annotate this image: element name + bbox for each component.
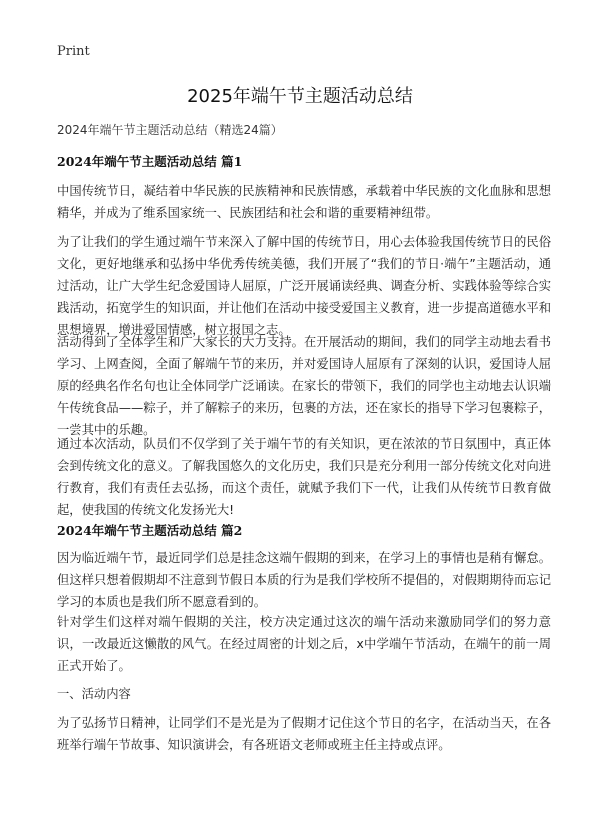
section-2-heading-block bbox=[57, 521, 551, 539]
section-2-paragraph-2 bbox=[57, 611, 551, 677]
section-1-heading: 2024年端午节主题活动总结 篇1 bbox=[57, 154, 243, 169]
paragraph-text: 为了让我们的学生通过端午节来深入了解中国的传统节日，用心去体验我国传统节日的民俗文化，更好地继承和弘扬中华优秀传统美德，我们开展了“我们的节日·端午”主题活动，通过活动，让广大学生纪念爱国诗人屈原，广泛开展诵读经典、调查分析、实践体验等综合实践活动，拓宽学生的知识面，并让他们在活动中接受爱国主义教育，进一步提高道德水平和思想境界，增进爱国情感，树立报国之志。 bbox=[57, 235, 551, 337]
section-1-paragraph-2 bbox=[57, 231, 551, 341]
section-1-paragraph-3 bbox=[57, 331, 551, 441]
print-link[interactable]: Print bbox=[57, 44, 90, 59]
section-2-subheading: 一、活动内容 bbox=[57, 687, 131, 701]
section-2-subheading-block bbox=[57, 684, 551, 702]
section-2-heading: 2024年端午节主题活动总结 篇2 bbox=[57, 523, 243, 538]
paragraph-text: 因为临近端午节，最近同学们总是挂念这端午假期的到来，在学习上的事情也是稍有懈怠。但这样只想着假期却不注意到节假日本质的行为是我们学校所不提倡的，对假期期待而忘记学习的本质也是我们所不愿意看到的。 bbox=[57, 551, 551, 609]
section-1-paragraph-1 bbox=[57, 180, 551, 224]
paragraph-text: 活动得到了全体学生和广大家长的大力支持。在开展活动的期间，我们的同学主动地去看书学习、上网查阅，全面了解端午节的来历，并对爱国诗人屈原有了深刻的认识，爱国诗人屈原的经典名作名句也让全体同学广泛诵读。在家长的带领下，我们的同学也主动地去认识端午传统食品——粽子，并了解粽子的来历，包裹的方法，还在家长的指导下学习包裹粽子，一尝其中的乐趣。 bbox=[57, 335, 551, 437]
paragraph-text: 通过本次活动，队员们不仅学到了关于端午节的有关知识，更在浓浓的节日氛围中，真正体会到传统文化的意义。了解我国悠久的文化历史，我们只是充分利用一部分传统文化对向进行教育，我们有责任去弘扬，而这个责任，就赋予我们下一代，让我们从传统节日教育做起，使我国的传统文化发扬光大! bbox=[57, 437, 551, 517]
paragraph-text: 针对学生们这样对端午假期的关注，校方决定通过这次的端午活动来激励同学们的努力意识，一改最近这懒散的风气。在经过周密的计划之后，x中学端午节活动，在端午的前一周正式开始了。 bbox=[57, 615, 551, 673]
section-2-paragraph-3 bbox=[57, 712, 551, 756]
document-subtitle: 2024年端午节主题活动总结（精选24篇） bbox=[57, 123, 283, 137]
paragraph-text: 中国传统节日，凝结着中华民族的民族精神和民族情感，承载着中华民族的文化血脉和思想精华，并成为了维系国家统一、民族团结和社会和谐的重要精神纽带。 bbox=[57, 184, 551, 220]
section-1-paragraph-4 bbox=[57, 433, 551, 521]
section-2-paragraph-1 bbox=[57, 547, 551, 613]
paragraph-text: 为了弘扬节日精神，让同学们不是光是为了假期才记住这个节日的名字，在活动当天，在各班举行端午节故事、知识演讲会，有各班语文老师或班主任主持或点评。 bbox=[57, 716, 551, 752]
document-title: 2025年端午节主题活动总结 bbox=[187, 86, 413, 107]
section-1-heading-block bbox=[57, 152, 551, 170]
